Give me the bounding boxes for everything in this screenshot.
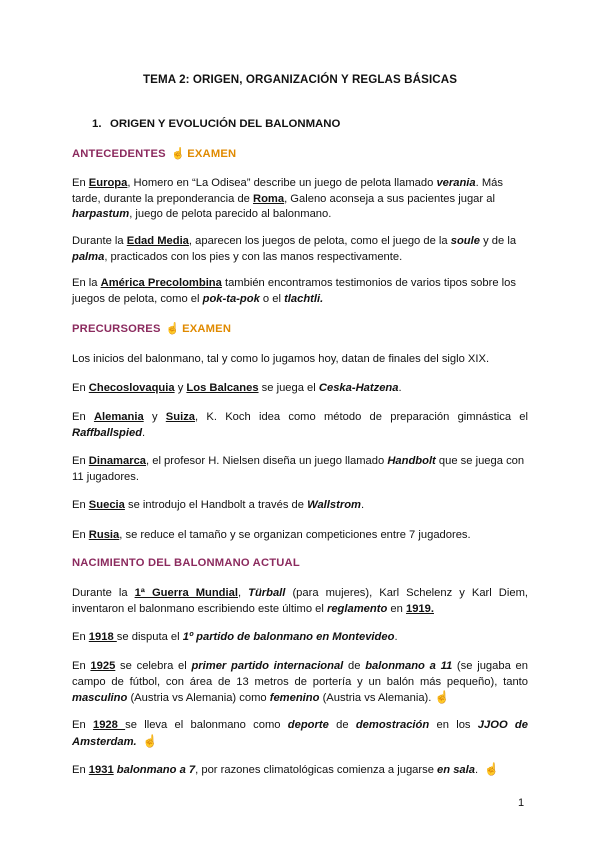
pointing-hand-icon: ☝ xyxy=(484,762,500,776)
paragraph-europa: En Europa, Homero en “La Odisea” describe un juego de pelota llamado verania. Más tarde, durante la preponderancia de Roma, Galeno aconseja a sus pacientes jugar al harpastum, juego de pelota parecido al balonmano. xyxy=(72,177,503,221)
subheading-label: NACIMIENTO DEL BALONMANO ACTUAL xyxy=(72,557,300,569)
subheading-label: PRECURSORES xyxy=(72,323,161,335)
subheading-label: ANTECEDENTES xyxy=(72,148,166,160)
pointing-hand-icon: ☝ xyxy=(165,323,181,335)
page-title: TEMA 2: ORIGEN, ORGANIZACIÓN Y REGLAS BÁSICAS xyxy=(142,73,458,86)
paragraph-inicios: Los inicios del balonmano, tal y como lo jugamos hoy, datan de finales del siglo XIX. xyxy=(72,353,490,365)
page-number: 1 xyxy=(518,797,525,809)
paragraph-alemania: En Alemania y Suiza, K. Koch idea como método de preparación gimnástica el Raffballspied. xyxy=(72,411,529,439)
paragraph-1925: En 1925 se celebra el primer partido internacional de balonmano a 11 (se jugaba en campo de fútbol, con área de 13 metros de portería y un balón más pequeño), tanto masculino (Austria vs Alemania) como femenino (Austria vs Alemania). ☝ xyxy=(72,660,528,705)
exam-tag: EXAMEN xyxy=(182,323,232,335)
paragraph-guerra-mundial: Durante la 1ª Guerra Mundial, Türball (para mujeres), Karl Schelenz y Karl Diem, inventaron el balonmano escribiendo este último el reglamento en 1919. xyxy=(72,587,528,615)
paragraph-edad-media: Durante la Edad Media, aparecen los juegos de pelota, como el juego de la soule y de la palma, practicados con los pies y con las manos respectivamente. xyxy=(72,235,517,263)
subheading-precursores xyxy=(72,322,231,335)
section-heading xyxy=(92,118,340,130)
subheading-antecedentes xyxy=(72,147,236,160)
paragraph-checoslovaquia: En Checoslovaquia y Los Balcanes se juega el Ceska-Hatzena. xyxy=(72,382,402,394)
pointing-hand-icon: ☝ xyxy=(142,733,158,748)
section-label: ORIGEN Y EVOLUCIÓN DEL BALONMANO xyxy=(110,118,341,130)
paragraph-suecia: En Suecia se introdujo el Handbolt a través de Wallstrom. xyxy=(72,499,365,511)
paragraph-rusia: En Rusia, se reduce el tamaño y se organizan competiciones entre 7 jugadores. xyxy=(72,529,471,541)
pointing-hand-icon: ☝ xyxy=(171,148,186,160)
exam-tag: EXAMEN xyxy=(187,148,237,160)
paragraph-1928: En 1928 se lleva el balonmano como deporte de demostración en los JJOO de Amsterdam. ☝ xyxy=(72,719,528,748)
paragraph-1918: En 1918 se disputa el 1º partido de balonmano en Montevideo. xyxy=(72,631,398,643)
paragraph-dinamarca: En Dinamarca, el profesor H. Nielsen diseña un juego llamado Handbolt que se juega con 11 jugadores. xyxy=(72,455,525,483)
subheading-nacimiento xyxy=(72,557,300,569)
pointing-hand-icon: ☝ xyxy=(434,690,450,705)
paragraph-1931: En 1931 balonmano a 7, por razones climatológicas comienza a jugarse en sala. ☝ xyxy=(72,762,500,776)
section-number: 1. xyxy=(92,118,102,130)
paragraph-america: En la América Precolombina también encontramos testimonios de varios tipos sobre los juegos de pelota, como el pok-ta-pok o el tlachtli. xyxy=(72,277,516,305)
